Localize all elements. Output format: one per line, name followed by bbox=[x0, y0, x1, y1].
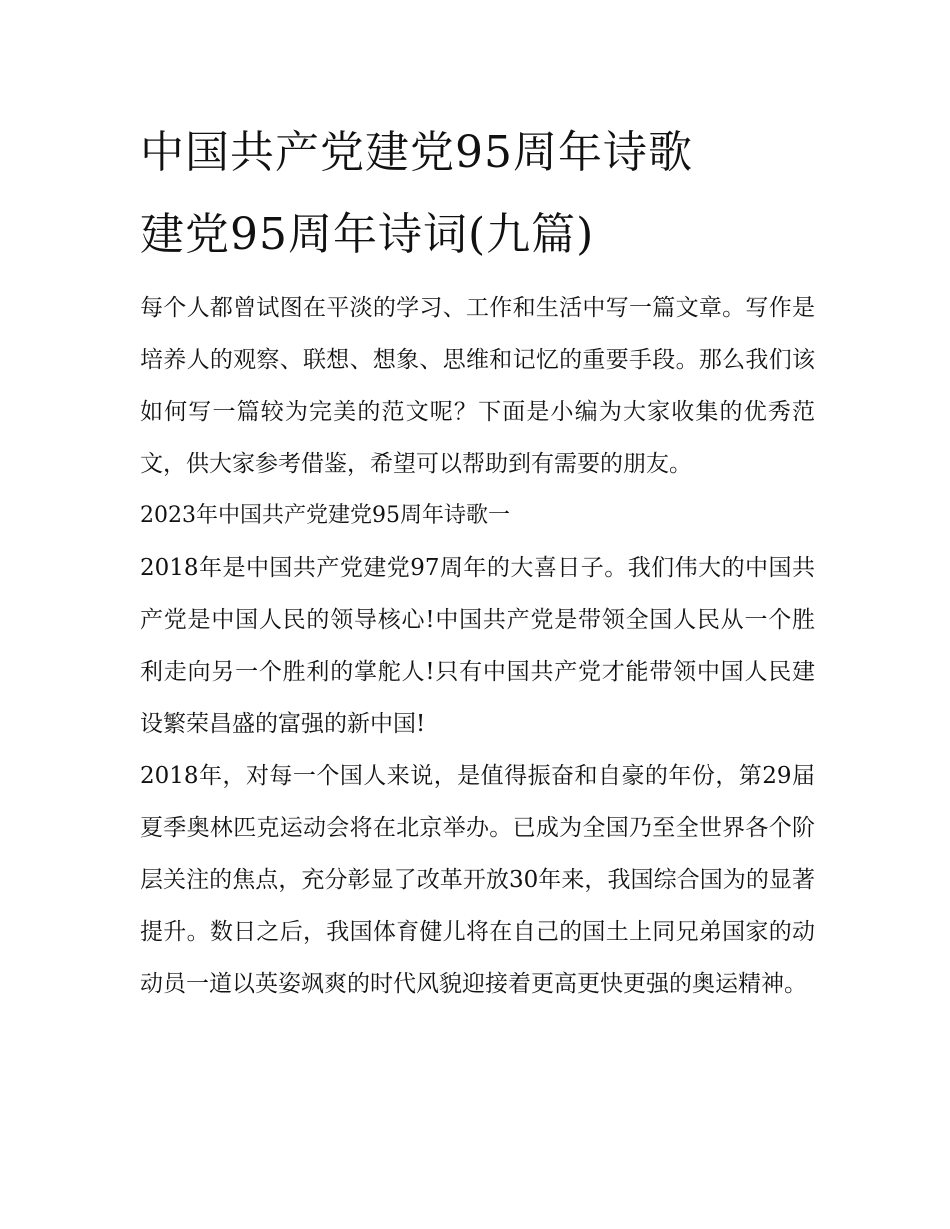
section-heading: 2023年中国共产党建党95周年诗歌一 bbox=[140, 503, 510, 528]
body-paragraph-1: 2018年是中国共产党建党97周年的大喜日子。我们伟大的中国共产党是中国人民的领导核心!中国共产党是带领全国人民从一个胜利走向另一个胜利的掌舵人!只有中国共产党才能带领中国人民建设繁荣昌盛的富强的新中国! bbox=[140, 555, 815, 737]
intro-paragraph: 每个人都曾试图在平淡的学习、工作和生活中写一篇文章。写作是培养人的观察、联想、想象、思维和记忆的重要手段。那么我们该如何写一篇较为完美的范文呢？下面是小编为大家收集的优秀范文，供大家参考借鉴，希望可以帮助到有需要的朋友。 bbox=[140, 295, 815, 477]
document-page bbox=[140, 112, 815, 1010]
body-paragraph-2: 2018年，对每一个国人来说，是值得振奋和自豪的年份，第29届夏季奥林匹克运动会将在北京举办。已成为全国乃至全世界各个阶层关注的焦点，充分彰显了改革开放30年来，我国综合国为的显著提升。数日之后，我国体育健儿将在自己的国土上同兄弟国家的动动员一道以英姿飒爽的时代风貌迎接着更高更快更强的奥运精神。 bbox=[140, 763, 815, 997]
document-title bbox=[140, 112, 815, 276]
title-line-1: 中国共产党建党95周年诗歌 bbox=[140, 127, 693, 178]
title-line-2: 建党95周年诗词(九篇) bbox=[140, 209, 595, 260]
